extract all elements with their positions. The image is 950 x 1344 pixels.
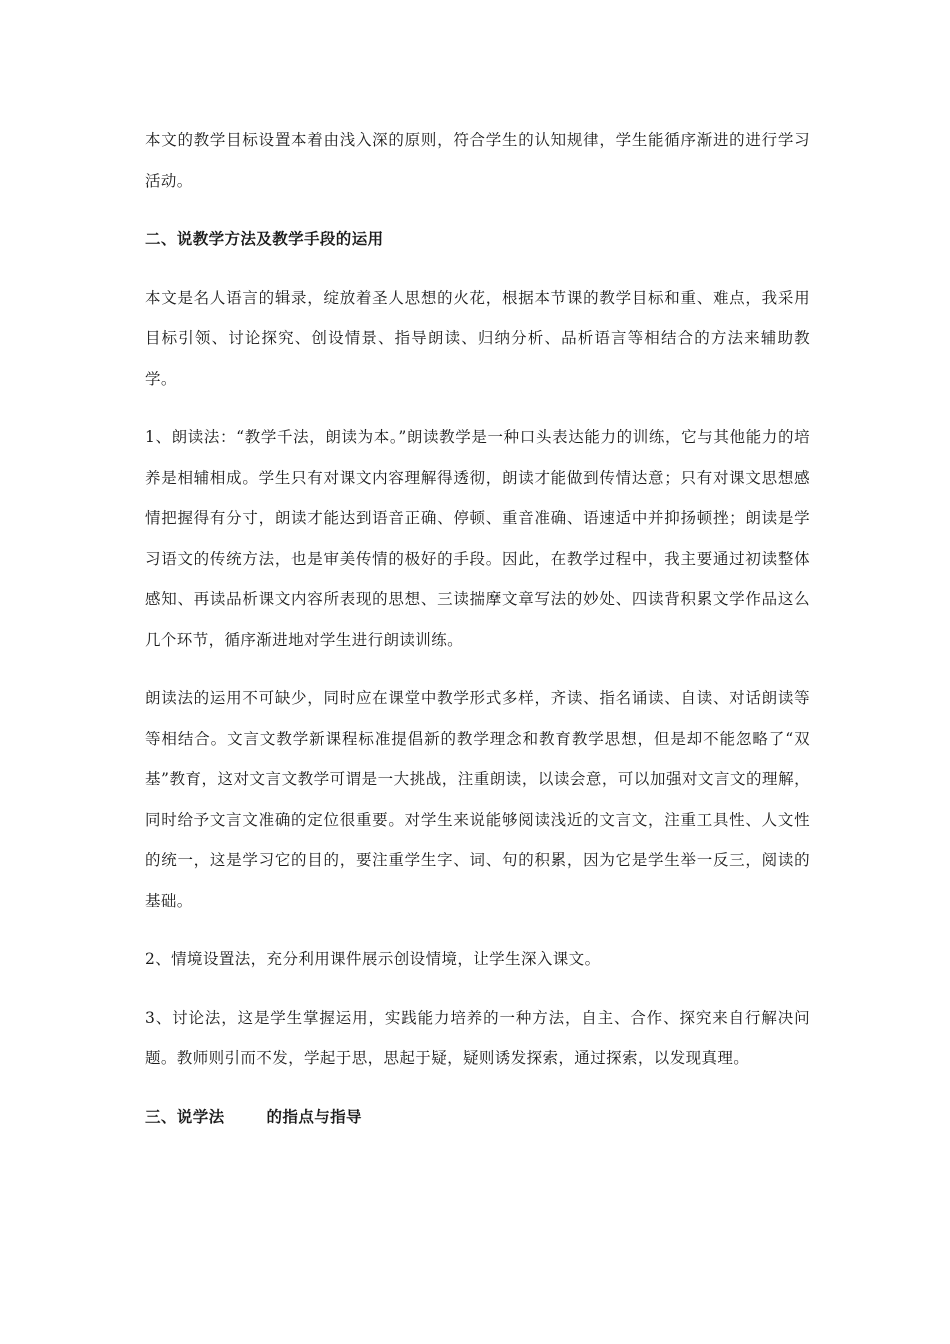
heading-part-1: 三、说学法	[145, 1106, 225, 1126]
heading-part-2: 的指点与指导	[266, 1106, 362, 1126]
paragraph-methods-intro: 本文是名人语言的辑录，绽放着圣人思想的火花，根据本节课的教学目标和重、难点，我采用目标引领、讨论探究、创设情景、指导朗读、归纳分析、品析语言等相结合的方法来辅助教学。	[145, 288, 810, 388]
paragraph-reading-usage: 朗读法的运用不可缺少，同时应在课堂中教学形式多样，齐读、指名诵读、自读、对话朗读等等相结合。文言文教学新课程标准提倡新的教学理念和教育教学思想，但是却不能忽略了“双基”教育，这对文言文教学可谓是一大挑战，注重朗读，以读会意，可以加强对文言文的理解，同时给予文言文准确的定位很重要。对学生来说能够阅读浅近的文言文，注重工具性、人文性的统一，这是学习它的目的，要注重学生字、词、句的积累，因为它是学生举一反三，阅读的基础。	[145, 689, 810, 910]
paragraph-reading-method: 1、朗读法：“教学千法，朗读为本。”朗读教学是一种口头表达能力的训练，它与其他能力的培养是相辅相成。学生只有对课文内容理解得透彻，朗读才能做到传情达意；只有对课文思想感情把握得有分寸，朗读才能达到语音正确、停顿、重音准确、语速适中并抑扬顿挫；朗读是学习语文的传统方法，也是审美传情的极好的手段。因此，在教学过程中，我主要通过初读整体感知、再读品析课文内容所表现的思想、三读揣摩文章写法的妙处、四读背积累文学作品这么几个环节，循序渐进地对学生进行朗读训练。	[145, 428, 810, 649]
paragraph-discussion-method: 3、讨论法，这是学生掌握运用，实践能力培养的一种方法，自主、合作、探究来自行解决问题。教师则引而不发，学起于思，思起于疑，疑则诱发探索，通过探索，以发现真理。	[145, 1008, 810, 1067]
text-column	[145, 120, 810, 1137]
paragraph-situation-method: 2、情境设置法，充分利用课件展示创设情境，让学生深入课文。	[145, 950, 601, 968]
paragraph-objectives: 本文的教学目标设置本着由浅入深的原则，符合学生的认知规律，学生能循序渐进的进行学习活动。	[145, 131, 810, 190]
section-heading-learning	[145, 1097, 810, 1138]
section-heading-methods: 二、说教学方法及教学手段的运用	[145, 229, 384, 248]
